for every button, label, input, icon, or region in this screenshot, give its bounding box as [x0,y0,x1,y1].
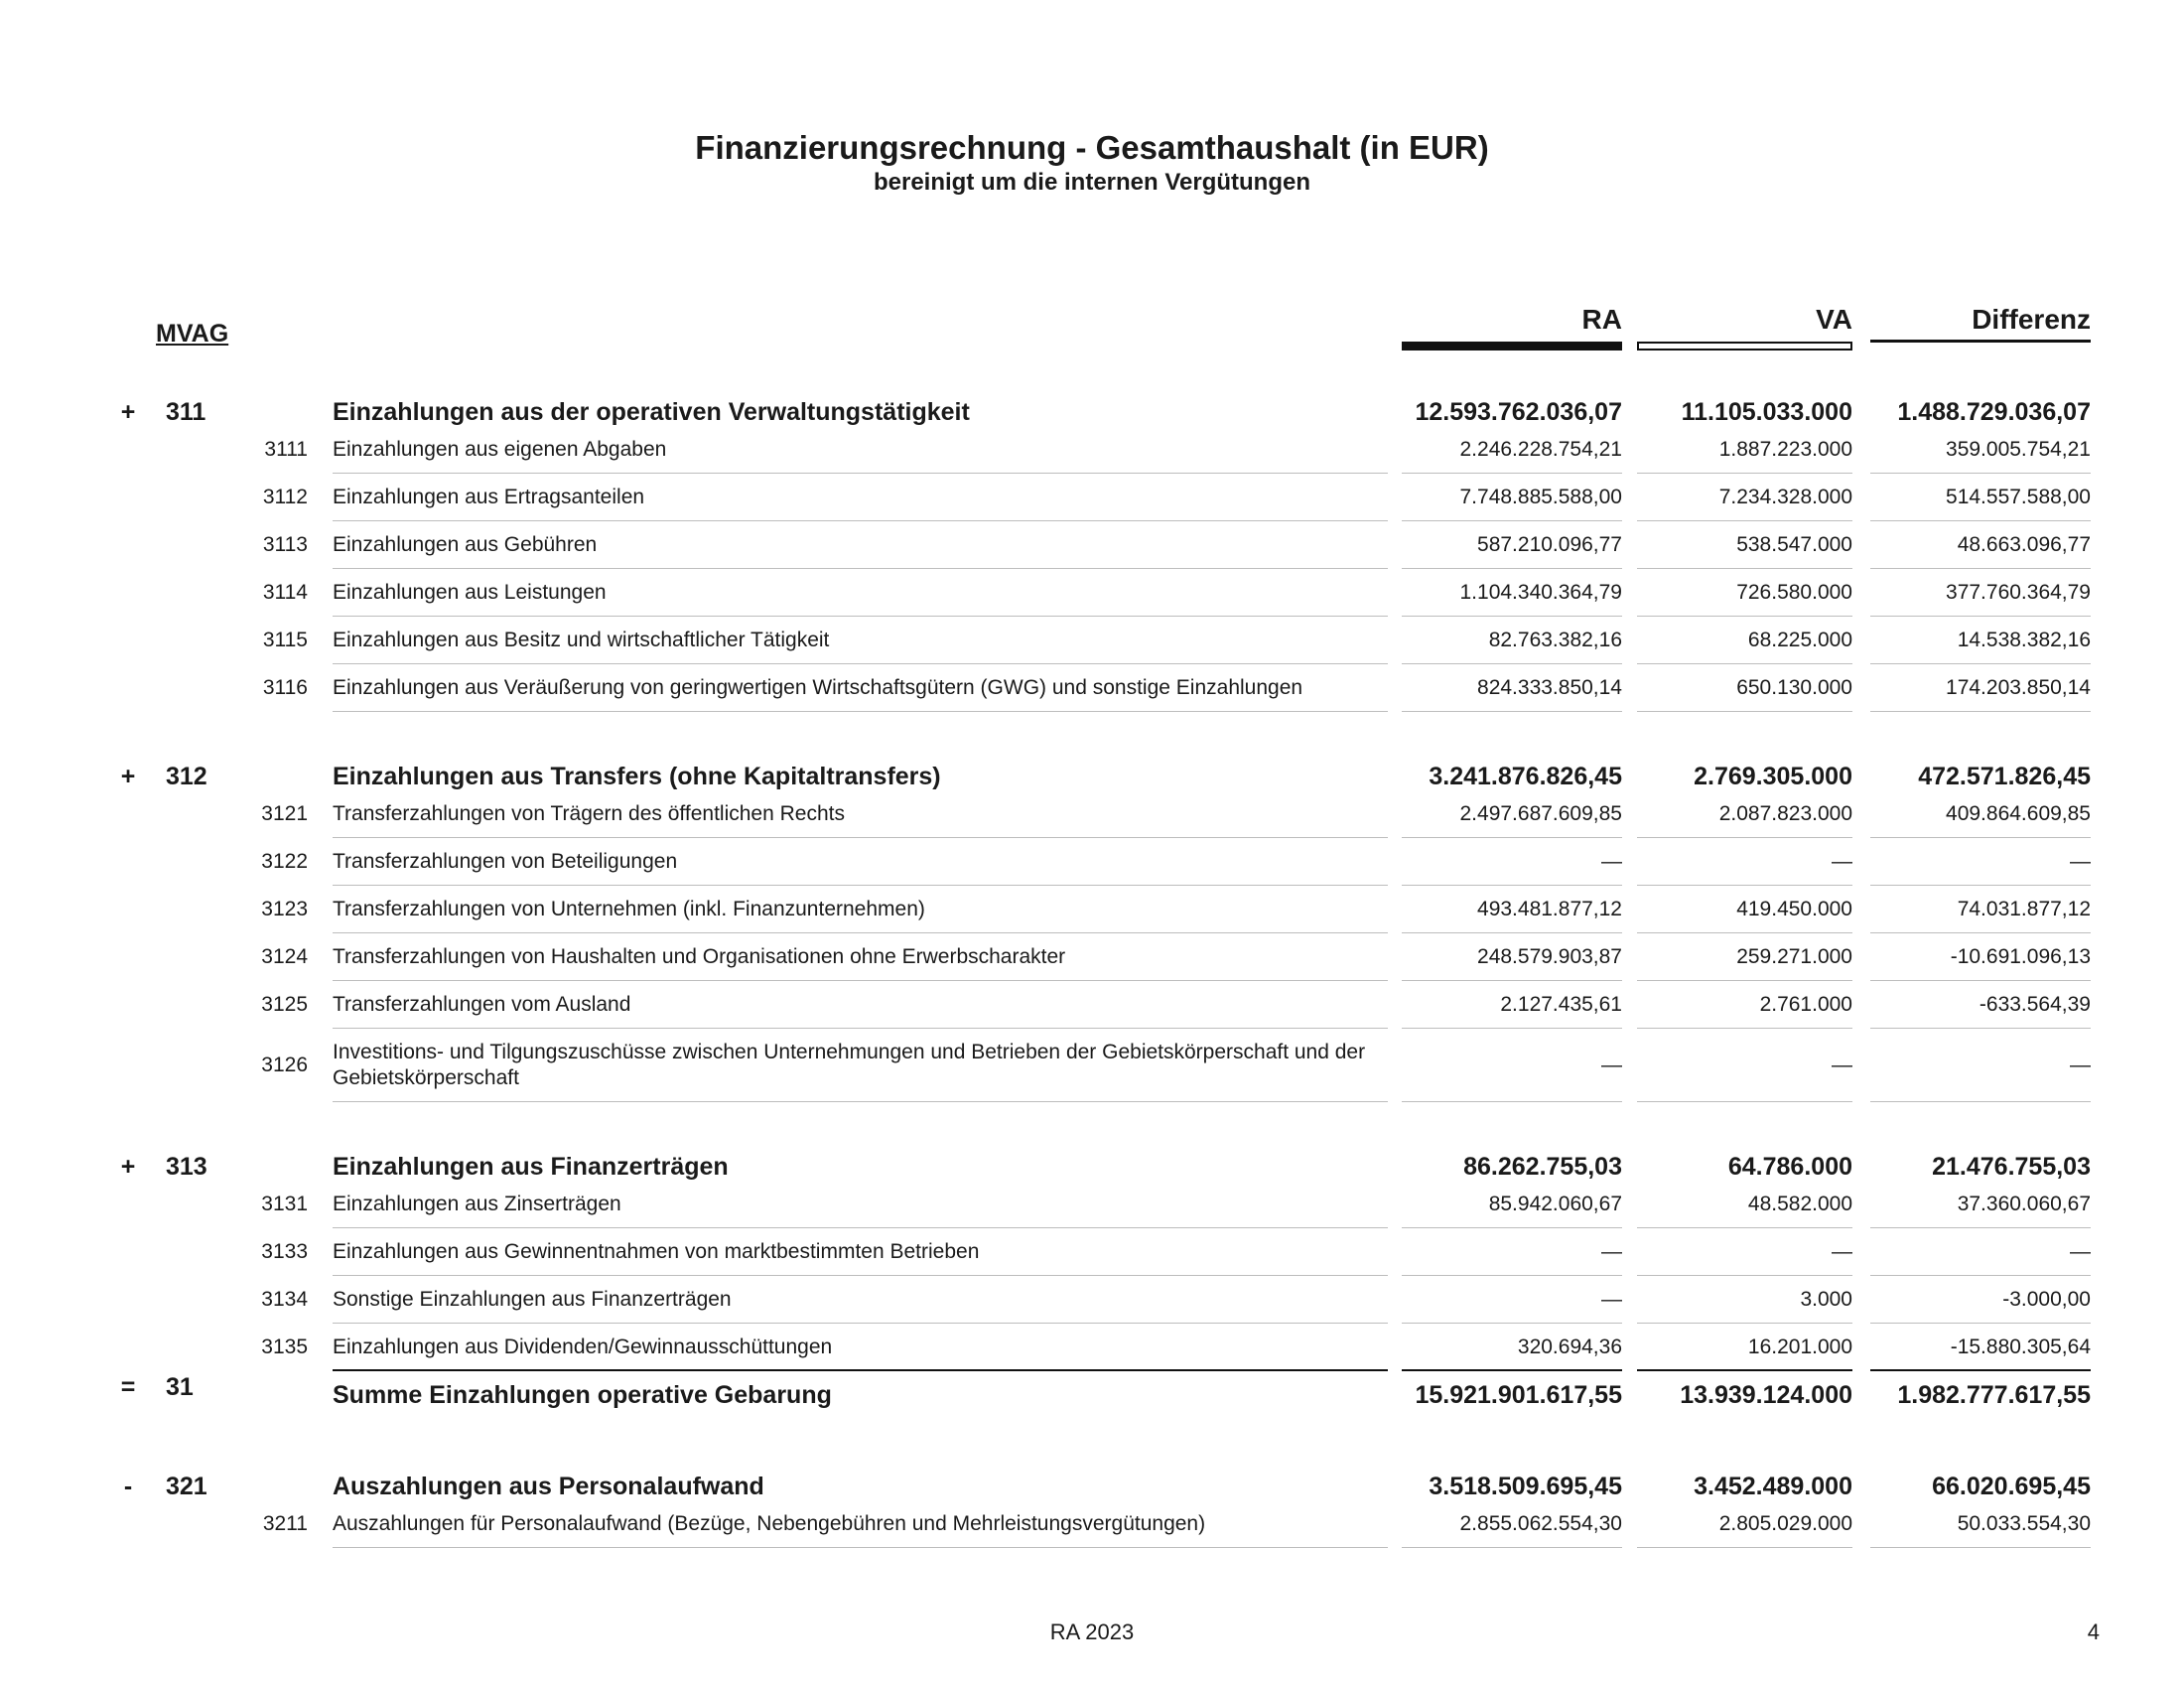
item-diff-value: 514.557.588,00 [1946,486,2091,508]
group-code: 321 [166,1473,207,1500]
column-header-differenz-label: Differenz [1972,304,2091,335]
row-divider [1402,711,1622,712]
table-row [0,981,2184,1029]
item-ra-value: 7.748.885.588,00 [1459,486,1622,508]
item-va-value: 68.225.000 [1747,629,1852,651]
item-va-value: 419.450.000 [1736,898,1852,920]
item-diff-value: 50.033.554,30 [1957,1512,2091,1535]
item-label: Einzahlungen aus Leistungen [333,581,607,604]
item-ra-value: 320.694,36 [1517,1336,1622,1358]
item-diff-value: -3.000,00 [2002,1288,2091,1311]
item-label: Investitions- und Tilgungszuschüsse zwischen Unternehmungen und Betrieben der Gebietskörperschaft und der Gebietskörperschaft [333,1041,1366,1089]
page-title: Finanzierungsrechnung - Gesamthaushalt (in EUR) [695,129,1489,166]
row-divider [1870,711,2091,712]
column-header-ra-bar [1402,342,1622,351]
total-va-value: 13.939.124.000 [1680,1381,1852,1409]
group-row-321 [0,1470,2184,1503]
group-ra-value: 3.518.509.695,45 [1429,1473,1622,1500]
row-divider [333,1369,1388,1371]
item-code: 3125 [261,993,308,1016]
item-diff-value: -10.691.096,13 [1950,945,2091,968]
item-code: 3122 [261,850,308,873]
item-code: 3134 [261,1288,308,1311]
item-va-value: — [1832,1054,1852,1076]
item-ra-value: — [1601,1240,1622,1263]
item-code: 3211 [262,1512,308,1535]
group-label: Einzahlungen aus Finanzerträgen [333,1153,729,1181]
item-diff-value: -15.880.305,64 [1950,1336,2091,1358]
mvag-header: MVAG [156,320,229,348]
table-row [0,617,2184,664]
table-row [0,521,2184,569]
item-diff-value: 48.663.096,77 [1957,533,2091,556]
item-diff-value: — [2070,1240,2091,1263]
page-subtitle: bereinigt um die internen Vergütungen [873,169,1311,196]
item-code: 3135 [261,1336,308,1358]
item-ra-value: 2.246.228.754,21 [1459,438,1622,461]
item-label: Einzahlungen aus Veräußerung von geringwertigen Wirtschaftsgütern (GWG) und sonstige Einzahlungen [333,676,1303,699]
row-divider [333,711,1388,712]
table-row [0,886,2184,933]
group-sign: - [123,1473,133,1500]
item-diff-value: 37.360.060,67 [1957,1193,2091,1215]
group-sign: + [120,1153,136,1181]
total-row-31 [0,1373,2184,1412]
item-label: Transferzahlungen von Haushalten und Organisationen ohne Erwerbscharakter [333,945,1066,968]
column-header-va-label: VA [1816,304,1852,335]
group-ra-value: 86.262.755,03 [1463,1153,1622,1181]
row-divider [333,1101,1388,1102]
item-label: Einzahlungen aus Besitz und wirtschaftlicher Tätigkeit [333,629,830,651]
total-diff-value: 1.982.777.617,55 [1897,1381,2091,1409]
group-va-value: 3.452.489.000 [1694,1473,1852,1500]
group-code: 312 [166,763,207,790]
item-va-value: 259.271.000 [1736,945,1852,968]
item-label: Transferzahlungen von Unternehmen (inkl. Finanzunternehmen) [333,898,925,920]
item-label: Transferzahlungen von Trägern des öffentlichen Rechts [333,802,845,825]
table-row [0,426,2184,474]
item-ra-value: 248.579.903,87 [1477,945,1622,968]
group-code: 313 [166,1153,207,1181]
table-row [0,1029,2184,1102]
group-va-value: 64.786.000 [1727,1153,1852,1181]
item-ra-value: 2.497.687.609,85 [1459,802,1622,825]
item-diff-value: — [2070,850,2091,873]
item-label: Einzahlungen aus Ertragsanteilen [333,486,645,508]
item-ra-value: 824.333.850,14 [1477,676,1622,699]
row-divider [1870,1101,2091,1102]
column-header-ra-label: RA [1581,304,1622,335]
item-code: 3123 [261,898,308,920]
total-sign: = [120,1373,136,1401]
column-header-va [1637,304,1852,336]
item-diff-value: 74.031.877,12 [1957,898,2091,920]
table-row [0,1181,2184,1228]
item-ra-value: 82.763.382,16 [1488,629,1622,651]
item-code: 3112 [262,486,308,508]
item-va-value: 3.000 [1800,1288,1852,1311]
item-ra-value: 1.104.340.364,79 [1459,581,1622,604]
item-ra-value: — [1601,1288,1622,1311]
row-divider [1402,1101,1622,1102]
item-diff-value: 409.864.609,85 [1946,802,2091,825]
row-divider [333,1547,1388,1548]
item-va-value: — [1832,850,1852,873]
group-diff-value: 66.020.695,45 [1932,1473,2091,1500]
group-label: Auszahlungen aus Personalaufwand [333,1473,764,1500]
item-label: Transferzahlungen von Beteiligungen [333,850,678,873]
item-diff-value: 14.538.382,16 [1957,629,2091,651]
group-ra-value: 3.241.876.826,45 [1429,763,1622,790]
item-code: 3113 [262,533,308,556]
group-label: Einzahlungen aus Transfers (ohne Kapitaltransfers) [333,763,941,790]
item-label: Einzahlungen aus Zinserträgen [333,1193,621,1215]
item-ra-value: 2.855.062.554,30 [1459,1512,1622,1535]
group-code: 311 [166,398,206,426]
group-va-value: 11.105.033.000 [1681,398,1852,426]
group-diff-value: 21.476.755,03 [1932,1153,2091,1181]
table-row [0,1228,2184,1276]
table-row [0,1324,2184,1371]
item-ra-value: 2.127.435,61 [1500,993,1622,1016]
item-diff-value: 174.203.850,14 [1946,676,2091,699]
item-label: Einzahlungen aus eigenen Abgaben [333,438,667,461]
item-code: 3111 [264,438,308,461]
total-label: Summe Einzahlungen operative Gebarung [333,1381,832,1409]
row-divider [1637,1547,1852,1548]
item-code: 3114 [262,581,308,604]
item-va-value: 16.201.000 [1747,1336,1852,1358]
table-row [0,933,2184,981]
item-code: 3116 [262,676,308,699]
item-va-value: 538.547.000 [1736,533,1852,556]
group-diff-value: 1.488.729.036,07 [1897,398,2091,426]
item-label: Einzahlungen aus Gewinnentnahmen von marktbestimmten Betrieben [333,1240,980,1263]
item-va-value: 726.580.000 [1736,581,1852,604]
row-divider [1402,1369,1622,1371]
group-row-313 [0,1150,2184,1184]
group-label: Einzahlungen aus der operativen Verwaltungstätigkeit [333,398,970,426]
item-label: Einzahlungen aus Dividenden/Gewinnausschüttungen [333,1336,833,1358]
table-row [0,664,2184,712]
item-ra-value: 493.481.877,12 [1477,898,1622,920]
item-code: 3133 [261,1240,308,1263]
item-diff-value: 377.760.364,79 [1946,581,2091,604]
row-divider [1870,1369,2091,1371]
row-divider [1637,711,1852,712]
table-row [0,790,2184,838]
group-sign: + [120,398,136,426]
item-label: Einzahlungen aus Gebühren [333,533,598,556]
total-code: 31 [166,1373,194,1401]
item-va-value: 650.130.000 [1736,676,1852,699]
row-divider [1637,1101,1852,1102]
item-va-value: 2.761.000 [1759,993,1852,1016]
item-va-value: 2.087.823.000 [1718,802,1852,825]
group-row-311 [0,395,2184,429]
group-diff-value: 472.571.826,45 [1918,763,2091,790]
item-va-value: 2.805.029.000 [1718,1512,1852,1535]
table-row [0,1276,2184,1324]
table-row [0,474,2184,521]
table-row [0,1500,2184,1548]
item-label: Sonstige Einzahlungen aus Finanzerträgen [333,1288,732,1311]
item-ra-value: 587.210.096,77 [1477,533,1622,556]
table-row [0,838,2184,886]
column-header-differenz-bar [1870,340,2091,343]
item-code: 3126 [261,1054,308,1076]
row-divider [1870,1547,2091,1548]
page-number: 4 [2087,1619,2100,1644]
item-code: 3131 [261,1193,308,1215]
item-va-value: — [1832,1240,1852,1263]
item-va-value: 7.234.328.000 [1718,486,1852,508]
item-va-value: 1.887.223.000 [1718,438,1852,461]
group-sign: + [120,763,136,790]
group-ra-value: 12.593.762.036,07 [1415,398,1622,426]
item-code: 3121 [261,802,308,825]
item-va-value: 48.582.000 [1747,1193,1852,1215]
item-label: Transferzahlungen vom Ausland [333,993,631,1016]
item-label: Auszahlungen für Personalaufwand (Bezüge, Nebengebühren und Mehrleistungsvergütungen) [333,1512,1206,1535]
item-code: 3124 [261,945,308,968]
table-row [0,569,2184,617]
footer-report-label: RA 2023 [1049,1619,1135,1644]
item-diff-value: — [2070,1054,2091,1076]
item-diff-value: -633.564,39 [1979,993,2091,1016]
row-divider [1637,1369,1852,1371]
group-va-value: 2.769.305.000 [1694,763,1852,790]
item-ra-value: — [1601,850,1622,873]
item-ra-value: — [1601,1054,1622,1076]
row-divider [1402,1547,1622,1548]
group-row-312 [0,760,2184,793]
column-header-differenz [1870,304,2091,336]
column-header-va-bar [1637,342,1852,351]
column-header-ra [1402,304,1622,336]
total-ra-value: 15.921.901.617,55 [1415,1381,1622,1409]
item-code: 3115 [262,629,308,651]
item-ra-value: 85.942.060,67 [1488,1193,1622,1215]
item-diff-value: 359.005.754,21 [1946,438,2091,461]
